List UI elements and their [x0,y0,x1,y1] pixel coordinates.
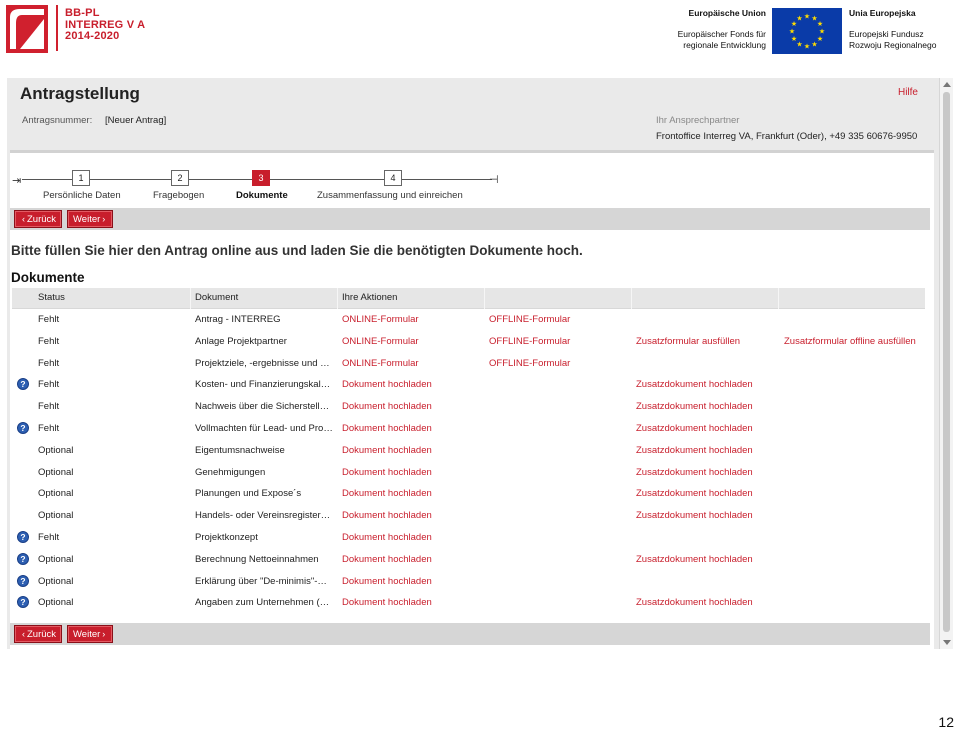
document-cell: Antrag - INTERREG [195,314,281,325]
help-question-icon[interactable]: ? [17,553,29,565]
eu-star-icon: ★ [803,43,811,51]
column-separator [337,288,338,309]
application-number-label: Antragsnummer: [22,115,93,126]
primary-action-link[interactable]: ONLINE-Formular [342,335,419,347]
primary-action-link[interactable]: Dokument hochladen [342,531,432,543]
table-row [12,505,925,527]
status-cell: Optional [38,466,74,478]
logo-line: 2014-2020 [65,30,120,42]
chevron-left-icon: ‹ [22,629,25,639]
offline-form-link[interactable]: OFFLINE-Formular [489,314,571,325]
eu-star-icon: ★ [790,36,798,43]
document-cell: Eigentumsnachweise [195,444,285,456]
document-cell: Projektziele, -ergebnisse und … [195,357,330,369]
additional-action-link[interactable]: Zusatzformular ausfüllen [636,335,741,347]
step-4-box[interactable]: 4 [384,170,402,186]
step-3-label-active[interactable]: Dokumente [236,190,288,201]
bottom-navigation-bar [10,623,930,645]
table-body [12,309,925,614]
table-row [12,374,925,396]
table-row [12,353,925,375]
back-button-bottom[interactable] [14,625,62,643]
documents-table [12,288,925,614]
stepper-end-icon: ⊣ [489,174,499,186]
eu-star-icon: ★ [811,15,818,23]
help-question-icon[interactable]: ? [17,596,29,608]
column-separator [631,288,632,309]
chevron-right-icon: › [102,629,106,639]
table-header [12,288,925,309]
eu-star-icon: ★ [816,36,824,43]
page-header [10,78,934,150]
eu-star-icon: ★ [818,28,826,36]
status-cell: Fehlt [38,335,60,347]
progress-stepper [10,153,934,205]
primary-action-link[interactable]: Dokument hochladen [342,444,432,456]
primary-action-link[interactable]: Dokument hochladen [342,575,432,587]
document-cell: Planungen und Expose´s [195,488,302,500]
status-cell: Fehlt [38,531,60,543]
chevron-left-icon: ‹ [22,214,25,224]
top-navigation-bar [10,208,930,230]
table-row [12,309,925,331]
back-label: Zurück [27,214,57,225]
eu-flag-icon [772,8,842,54]
eu-caption-polish [849,8,936,51]
table-row [12,331,925,353]
additional-action-link[interactable]: Zusatzdokument hochladen [636,553,753,565]
help-link[interactable]: Hilfe [897,87,918,98]
additional-action-link[interactable]: Zusatzdokument hochladen [636,488,753,500]
primary-action-link[interactable]: ONLINE-Formular [342,357,419,369]
additional-action-link[interactable]: Zusatzdokument hochladen [636,444,753,456]
chevron-right-icon: › [102,214,106,224]
document-cell: Erklärung über "De-minimis"-… [195,575,327,587]
eu-star-icon: ★ [790,21,798,28]
primary-action-link[interactable]: Dokument hochladen [342,553,432,565]
eu-title-de: Europäische Union [688,8,766,18]
step-2-box[interactable]: 2 [171,170,189,186]
page-number: 12 [938,714,954,729]
table-row [12,571,925,593]
stepper-start-icon: ⇥ [12,175,22,187]
table-row [12,418,925,440]
column-separator [484,288,485,309]
additional-action-link[interactable]: Zusatzdokument hochladen [636,597,753,609]
document-cell: Projektkonzept [195,531,258,543]
eu-title-pl: Unia Europejska [849,8,916,18]
table-row [12,396,925,418]
primary-action-link[interactable]: Dokument hochladen [342,510,432,522]
step-1-label[interactable]: Persönliche Daten [43,190,121,201]
primary-action-link[interactable]: Dokument hochladen [342,488,432,500]
scroll-down-icon[interactable] [943,640,951,645]
step-1-box[interactable]: 1 [72,170,90,186]
column-document: Dokument [195,292,239,303]
additional-action-link[interactable]: Zusatzdokument hochladen [636,422,753,434]
status-cell: Fehlt [38,379,60,391]
next-button-top[interactable] [67,210,113,228]
additional-action-link[interactable]: Zusatzdokument hochladen [636,466,753,478]
next-button-bottom[interactable] [67,625,113,643]
status-cell: Fehlt [38,422,60,434]
table-row [12,483,925,505]
additional-offline-link[interactable]: Zusatzformular offline ausfüllen [784,335,916,347]
step-4-label[interactable]: Zusammenfassung und einreichen [317,190,463,201]
document-cell: Berechnung Nettoeinnahmen [195,553,319,565]
column-separator [778,288,779,309]
contact-label: Ihr Ansprechpartner [656,115,740,126]
additional-action-link[interactable]: Zusatzdokument hochladen [636,379,753,391]
scroll-up-icon[interactable] [943,82,951,87]
table-row [12,592,925,614]
intro-text: Bitte füllen Sie hier den Antrag online aus und laden Sie die benötigten Dokumente hoch. [11,243,583,258]
application-window [7,78,953,649]
vertical-scrollbar[interactable] [939,78,953,649]
next-label: Weiter [73,629,101,640]
eu-star-icon: ★ [788,28,796,36]
eu-star-icon: ★ [811,41,818,49]
eu-star-icon: ★ [796,41,803,49]
status-cell: Optional [38,444,74,456]
offline-form-link[interactable]: OFFLINE-Formular [489,357,571,369]
help-question-icon[interactable]: ? [17,378,29,390]
offline-form-link[interactable]: OFFLINE-Formular [489,335,571,347]
eu-caption-german [678,8,766,51]
logo-line: BB-PL [65,7,100,19]
table-row [12,527,925,549]
status-cell: Optional [38,553,74,565]
column-status: Status [38,292,65,303]
document-cell: Kosten- und Finanzierungskal… [195,379,331,391]
status-cell: Optional [38,575,74,587]
logo-line: INTERREG V A [65,18,146,31]
scrollbar-thumb[interactable] [943,92,950,632]
eu-fund-line: regionale Entwicklung [683,40,766,50]
document-cell: Angaben zum Unternehmen (… [195,597,330,609]
primary-action-link[interactable]: Dokument hochladen [342,597,432,609]
eu-fund-line: Rozwoju Regionalnego [849,40,937,50]
step-3-box-active[interactable]: 3 [252,170,270,186]
back-button-top[interactable] [14,210,62,228]
table-row [12,440,925,462]
interreg-logo-mark [6,5,48,53]
document-cell: Vollmachten für Lead- und Pro… [195,422,333,434]
section-title: Dokumente [11,270,85,285]
eu-star-icon: ★ [816,21,824,28]
primary-action-link[interactable]: Dokument hochladen [342,422,432,434]
status-cell: Optional [38,510,74,522]
interreg-logo-text [65,8,145,43]
page-title: Antragstellung [20,84,140,103]
primary-action-link[interactable]: Dokument hochladen [342,401,432,413]
back-label: Zurück [27,629,57,640]
table-row [12,549,925,571]
primary-action-link[interactable]: ONLINE-Formular [342,314,419,325]
column-separator [190,288,191,309]
application-number-value: [Neuer Antrag] [105,115,167,126]
status-cell: Fehlt [38,314,60,325]
help-question-icon[interactable]: ? [17,531,29,543]
contact-value: Frontoffice Interreg VA, Frankfurt (Oder), +49 335 60676-9950 [656,131,918,142]
document-cell: Genehmigungen [195,466,266,478]
eu-star-icon: ★ [796,15,803,23]
status-cell: Optional [38,488,74,500]
document-cell: Nachweis über die Sicherstell… [195,401,330,413]
main-content [10,153,934,649]
primary-action-link[interactable]: Dokument hochladen [342,379,432,391]
primary-action-link[interactable]: Dokument hochladen [342,466,432,478]
help-question-icon[interactable]: ? [17,422,29,434]
additional-action-link[interactable]: Zusatzdokument hochladen [636,401,753,413]
eu-fund-line: Europäischer Fonds für [677,29,766,39]
status-cell: Optional [38,597,74,609]
step-2-label[interactable]: Fragebogen [153,190,205,201]
eu-fund-line: Europejski Fundusz [849,29,924,39]
document-cell: Handels- oder Vereinsregister… [195,510,331,522]
help-question-icon[interactable]: ? [17,575,29,587]
additional-action-link[interactable]: Zusatzdokument hochladen [636,510,753,522]
logo-divider [56,5,58,51]
document-cell: Anlage Projektpartner [195,335,287,347]
column-actions: Ihre Aktionen [342,292,398,303]
eu-star-icon: ★ [803,13,811,21]
next-label: Weiter [73,214,101,225]
table-row [12,462,925,484]
status-cell: Fehlt [38,357,60,369]
status-cell: Fehlt [38,401,60,413]
